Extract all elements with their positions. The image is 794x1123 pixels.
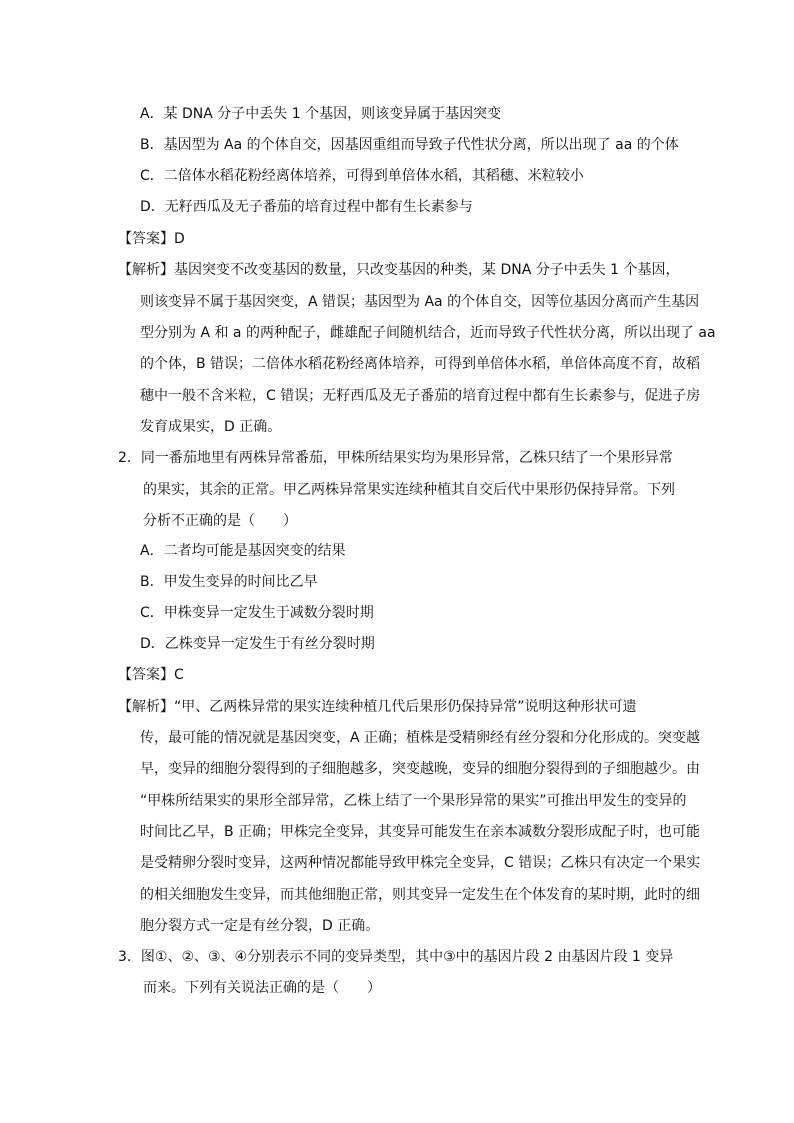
q2-answer — [118, 665, 184, 685]
q2-analysis-line — [118, 697, 637, 717]
q1-option-b: B．基因型为 Aa 的个体自交，因基因重组而导致子代性状分离，所以出现了 aa 的个体 — [140, 137, 679, 153]
q2-stem-line: 2．同一番茄地里有两株异常番茄，甲株所结果实均为果形异常，乙株只结了一个果形异常 — [118, 450, 673, 466]
q2-option-b: B．甲发生变异的时间比乙早 — [140, 574, 318, 590]
q1-analysis-line: 穗中一般不含米粒，C 错误；无籽西瓜及无子番茄的培育过程中都有生长素参与，促进子房 — [140, 388, 701, 404]
q1-analysis-line: 的个体，B 错误；二倍体水稻花粉经离体培养，可得到单倍体水稻，单倍体高度不育，故稻 — [140, 356, 701, 372]
q2-option-a: A．二者均可能是基因突变的结果 — [140, 543, 346, 559]
answer-tag: 【答案】 — [118, 667, 174, 683]
q2-analysis-line: “甲株所结果实的果形全部异常，乙株上结了一个果形异常的果实”可推出甲发生的变异的 — [140, 793, 687, 809]
q1-analysis-line: 发育成果实，D 正确。 — [140, 419, 282, 435]
q2-analysis-line: 胞分裂方式一定是有丝分裂，D 正确。 — [140, 918, 380, 934]
q2-analysis-line: 时间比乙早，B 正确；甲株完全变异，其变异可能发生在亲本减数分裂形成配子时，也可能 — [140, 824, 701, 840]
answer-value: C — [174, 667, 184, 683]
q2-analysis-line: 是受精卵分裂时变异，这两种情况都能导致甲株完全变异，C 错误；乙株只有决定一个果实 — [140, 855, 701, 871]
q1-option-a: A．某 DNA 分子中丢失 1 个基因，则该变异属于基因突变 — [140, 106, 502, 122]
q2-stem-line: 分析不正确的是（ ） — [143, 513, 297, 529]
analysis-tag: 【解析】 — [118, 262, 174, 278]
q2-analysis-line: 早，变异的细胞分裂得到的子细胞越多，突变越晚，变异的细胞分裂得到的子细胞越少。由 — [140, 761, 700, 777]
q3-stem-line: 3．图①、②、③、④分别表示不同的变异类型，其中③中的基因片段 2 由基因片段 1 变异 — [118, 949, 674, 965]
analysis-tag: 【解析】 — [118, 699, 174, 715]
q1-analysis-line: 则该变异不属于基因突变，A 错误；基因型为 Aa 的个体自交，因等位基因分离而产生基因 — [140, 294, 700, 310]
q1-analysis-line: 型分别为 A 和 a 的两种配子，雌雄配子间随机结合，近而导致子代性状分离，所以出现了 aa — [140, 325, 716, 341]
analysis-text: “甲、乙两株异常的果实连续种植几代后果形仍保持异常”说明这种形状可遗 — [174, 699, 637, 715]
q1-answer — [118, 229, 185, 249]
answer-tag: 【答案】 — [118, 231, 174, 247]
answer-value: D — [174, 231, 185, 247]
q2-analysis-line: 传，最可能的情况就是基因突变，A 正确；植株是受精卵经有丝分裂和分化形成的。突变越 — [140, 730, 701, 746]
q1-analysis-line — [118, 260, 680, 280]
q2-analysis-line: 的相关细胞发生变异，而其他细胞正常，则其变异一定发生在个体发育的某时期，此时的细 — [140, 887, 700, 903]
q1-option-d: D．无籽西瓜及无子番茄的培育过程中都有生长素参与 — [140, 199, 473, 215]
analysis-text: 基因突变不改变基因的数量，只改变基因的种类，某 DNA 分子中丢失 1 个基因， — [174, 262, 680, 278]
q2-option-d: D．乙株变异一定发生于有丝分裂时期 — [140, 636, 375, 652]
q3-stem-line: 而来。下列有关说法正确的是（ ） — [143, 980, 381, 996]
q2-stem-line: 的果实，其余的正常。甲乙两株异常果实连续种植其自交后代中果形仍保持异常。下列 — [143, 482, 675, 498]
q2-option-c: C．甲株变异一定发生于减数分裂时期 — [140, 605, 374, 621]
q1-option-c: C．二倍体水稻花粉经离体培养，可得到单倍体水稻，其稻穗、米粒较小 — [140, 168, 584, 184]
